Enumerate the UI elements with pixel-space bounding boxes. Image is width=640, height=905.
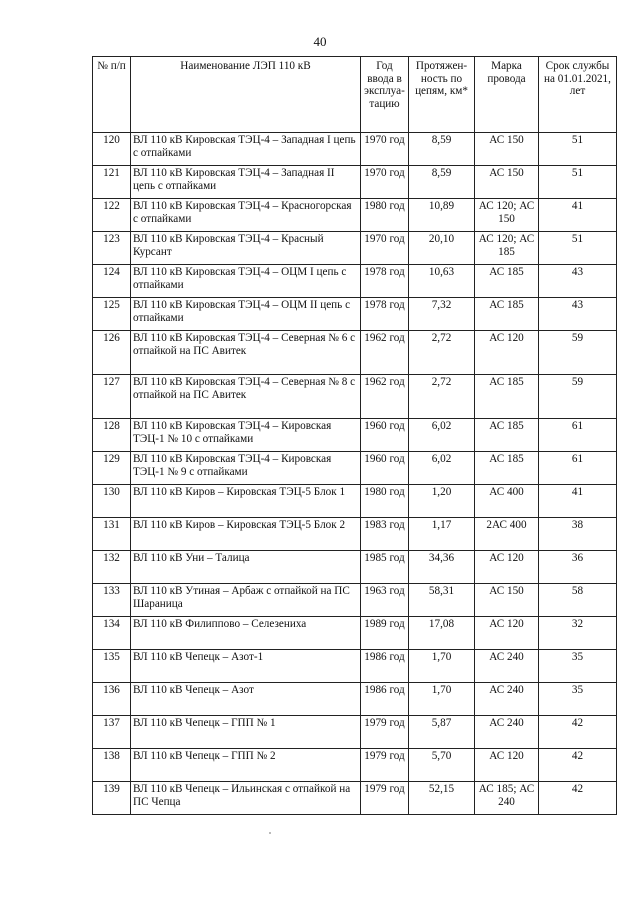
service-life: 51	[539, 133, 617, 166]
power-lines-table	[92, 56, 617, 815]
circuit-length: 34,36	[409, 551, 475, 584]
service-life: 58	[539, 584, 617, 617]
line-name: ВЛ 110 кВ Кировская ТЭЦ-4 – Кировская ТЭЦ-1 № 10 с отпайками	[131, 419, 361, 452]
table-row	[93, 485, 617, 518]
service-life: 35	[539, 650, 617, 683]
service-life: 42	[539, 782, 617, 815]
service-life: 59	[539, 375, 617, 419]
line-name: ВЛ 110 кВ Утиная – Арбаж с отпайкой на ПС Шараница	[131, 584, 361, 617]
line-name: ВЛ 110 кВ Кировская ТЭЦ-4 – Красный Курсант	[131, 232, 361, 265]
commission-year: 1989 год	[361, 617, 409, 650]
table-row	[93, 716, 617, 749]
row-number: 138	[93, 749, 131, 782]
header-year: Год ввода в эксплуа-тацию	[361, 57, 409, 133]
table-row	[93, 199, 617, 232]
line-name: ВЛ 110 кВ Чепецк – Ильинская с отпайкой на ПС Чепца	[131, 782, 361, 815]
circuit-length: 8,59	[409, 133, 475, 166]
row-number: 129	[93, 452, 131, 485]
row-number: 125	[93, 298, 131, 331]
service-life: 42	[539, 749, 617, 782]
service-life: 42	[539, 716, 617, 749]
table-row	[93, 265, 617, 298]
line-name: ВЛ 110 кВ Кировская ТЭЦ-4 – Северная № 8 с отпайкой на ПС Авитек	[131, 375, 361, 419]
row-number: 126	[93, 331, 131, 375]
service-life: 59	[539, 331, 617, 375]
service-life: 61	[539, 419, 617, 452]
table-row	[93, 782, 617, 815]
row-number: 131	[93, 518, 131, 551]
commission-year: 1979 год	[361, 749, 409, 782]
circuit-length: 52,15	[409, 782, 475, 815]
circuit-length: 1,70	[409, 683, 475, 716]
table-row	[93, 452, 617, 485]
commission-year: 1960 год	[361, 419, 409, 452]
service-life: 41	[539, 199, 617, 232]
table-row	[93, 518, 617, 551]
line-name: ВЛ 110 кВ Чепецк – Азот-1	[131, 650, 361, 683]
row-number: 128	[93, 419, 131, 452]
table-row	[93, 375, 617, 419]
table-row	[93, 683, 617, 716]
wire-grade: АС 185	[475, 419, 539, 452]
table-row	[93, 650, 617, 683]
row-number: 137	[93, 716, 131, 749]
circuit-length: 58,31	[409, 584, 475, 617]
row-number: 130	[93, 485, 131, 518]
commission-year: 1979 год	[361, 782, 409, 815]
commission-year: 1979 год	[361, 716, 409, 749]
table-row	[93, 298, 617, 331]
line-name: ВЛ 110 кВ Чепецк – ГПП № 2	[131, 749, 361, 782]
row-number: 120	[93, 133, 131, 166]
table-row	[93, 331, 617, 375]
row-number: 123	[93, 232, 131, 265]
line-name: ВЛ 110 кВ Кировская ТЭЦ-4 – Кировская ТЭЦ-1 № 9 с отпайками	[131, 452, 361, 485]
circuit-length: 7,32	[409, 298, 475, 331]
row-number: 124	[93, 265, 131, 298]
wire-grade: АС 150	[475, 584, 539, 617]
line-name: ВЛ 110 кВ Кировская ТЭЦ-4 – Красногорская с отпайками	[131, 199, 361, 232]
circuit-length: 8,59	[409, 166, 475, 199]
circuit-length: 1,17	[409, 518, 475, 551]
commission-year: 1978 год	[361, 265, 409, 298]
line-name: ВЛ 110 кВ Чепецк – ГПП № 1	[131, 716, 361, 749]
page-number: 40	[313, 34, 327, 49]
service-life: 61	[539, 452, 617, 485]
wire-grade: АС 120	[475, 551, 539, 584]
line-name: ВЛ 110 кВ Кировская ТЭЦ-4 – Западная I цепь с отпайками	[131, 133, 361, 166]
wire-grade: АС 240	[475, 683, 539, 716]
commission-year: 1970 год	[361, 133, 409, 166]
line-name: ВЛ 110 кВ Кировская ТЭЦ-4 – Северная № 6 с отпайкой на ПС Авитек	[131, 331, 361, 375]
table-row	[93, 133, 617, 166]
circuit-length: 6,02	[409, 419, 475, 452]
commission-year: 1980 год	[361, 485, 409, 518]
circuit-length: 17,08	[409, 617, 475, 650]
circuit-length: 5,87	[409, 716, 475, 749]
table-body	[93, 133, 617, 815]
commission-year: 1962 год	[361, 331, 409, 375]
line-name: ВЛ 110 кВ Кировская ТЭЦ-4 – ОЦМ I цепь с отпайками	[131, 265, 361, 298]
line-name: ВЛ 110 кВ Кировская ТЭЦ-4 – ОЦМ II цепь с отпайками	[131, 298, 361, 331]
line-name: ВЛ 110 кВ Киров – Кировская ТЭЦ-5 Блок 2	[131, 518, 361, 551]
service-life: 36	[539, 551, 617, 584]
wire-grade: АС 185	[475, 298, 539, 331]
line-name: ВЛ 110 кВ Уни – Талица	[131, 551, 361, 584]
row-number: 136	[93, 683, 131, 716]
line-name: ВЛ 110 кВ Кировская ТЭЦ-4 – Западная II цепь с отпайками	[131, 166, 361, 199]
wire-grade: АС 150	[475, 166, 539, 199]
service-life: 51	[539, 232, 617, 265]
commission-year: 1978 год	[361, 298, 409, 331]
header-wire: Марка провода	[475, 57, 539, 133]
commission-year: 1986 год	[361, 650, 409, 683]
service-life: 38	[539, 518, 617, 551]
row-number: 135	[93, 650, 131, 683]
row-number: 121	[93, 166, 131, 199]
service-life: 41	[539, 485, 617, 518]
wire-grade: АС 120; АС 185	[475, 232, 539, 265]
circuit-length: 10,63	[409, 265, 475, 298]
header-name: Наименование ЛЭП 110 кВ	[131, 57, 361, 133]
wire-grade: АС 240	[475, 716, 539, 749]
wire-grade: АС 120	[475, 749, 539, 782]
table-row	[93, 232, 617, 265]
commission-year: 1962 год	[361, 375, 409, 419]
circuit-length: 2,72	[409, 331, 475, 375]
wire-grade: АС 120	[475, 331, 539, 375]
row-number: 134	[93, 617, 131, 650]
scan-speck	[269, 832, 271, 834]
service-life: 43	[539, 298, 617, 331]
circuit-length: 6,02	[409, 452, 475, 485]
circuit-length: 1,70	[409, 650, 475, 683]
circuit-length: 20,10	[409, 232, 475, 265]
table-row	[93, 749, 617, 782]
wire-grade: АС 185; АС 240	[475, 782, 539, 815]
line-name: ВЛ 110 кВ Чепецк – Азот	[131, 683, 361, 716]
wire-grade: АС 240	[475, 650, 539, 683]
commission-year: 1980 год	[361, 199, 409, 232]
commission-year: 1970 год	[361, 232, 409, 265]
service-life: 35	[539, 683, 617, 716]
service-life: 43	[539, 265, 617, 298]
row-number: 127	[93, 375, 131, 419]
commission-year: 1963 год	[361, 584, 409, 617]
wire-grade: АС 185	[475, 265, 539, 298]
wire-grade: АС 185	[475, 452, 539, 485]
table-row	[93, 551, 617, 584]
wire-grade: АС 150	[475, 133, 539, 166]
table-row	[93, 617, 617, 650]
header-num: № п/п	[93, 57, 131, 133]
commission-year: 1985 год	[361, 551, 409, 584]
row-number: 139	[93, 782, 131, 815]
circuit-length: 1,20	[409, 485, 475, 518]
table-row	[93, 166, 617, 199]
service-life: 32	[539, 617, 617, 650]
header-life: Срок службы на 01.01.2021, лет	[539, 57, 617, 133]
commission-year: 1970 год	[361, 166, 409, 199]
header-length: Протяжен-ность по цепям, км*	[409, 57, 475, 133]
wire-grade: АС 400	[475, 485, 539, 518]
row-number: 122	[93, 199, 131, 232]
table-row	[93, 419, 617, 452]
line-name: ВЛ 110 кВ Киров – Кировская ТЭЦ-5 Блок 1	[131, 485, 361, 518]
wire-grade: АС 185	[475, 375, 539, 419]
row-number: 133	[93, 584, 131, 617]
commission-year: 1983 год	[361, 518, 409, 551]
commission-year: 1986 год	[361, 683, 409, 716]
circuit-length: 10,89	[409, 199, 475, 232]
row-number: 132	[93, 551, 131, 584]
table-row	[93, 584, 617, 617]
table-header	[93, 57, 617, 133]
wire-grade: АС 120	[475, 617, 539, 650]
circuit-length: 2,72	[409, 375, 475, 419]
commission-year: 1960 год	[361, 452, 409, 485]
wire-grade: АС 120; АС 150	[475, 199, 539, 232]
wire-grade: 2АС 400	[475, 518, 539, 551]
circuit-length: 5,70	[409, 749, 475, 782]
service-life: 51	[539, 166, 617, 199]
line-name: ВЛ 110 кВ Филиппово – Селезениха	[131, 617, 361, 650]
